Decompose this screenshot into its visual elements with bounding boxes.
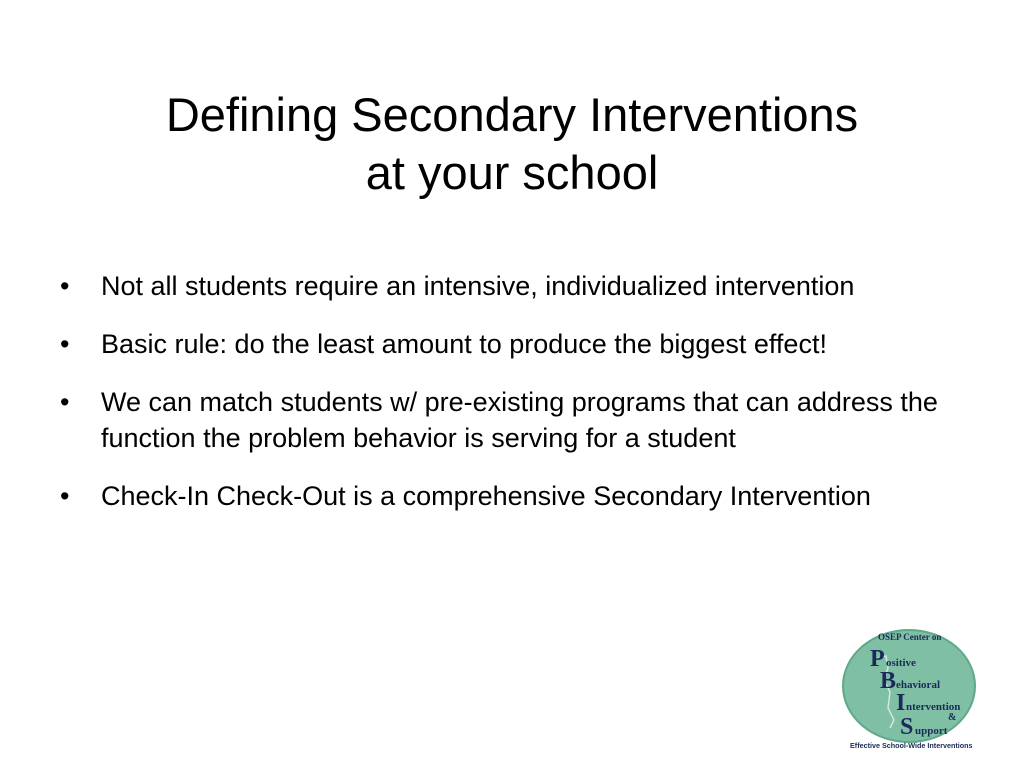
bullet-dot: •	[60, 329, 70, 359]
bullet-item	[60, 478, 980, 514]
slide-title-line-2: at your school	[365, 146, 659, 199]
logo-letter-s: S	[900, 714, 914, 740]
logo-word-support: upport	[915, 725, 948, 737]
bullet-dot: •	[60, 271, 70, 301]
bullet-list	[60, 268, 980, 536]
logo-word-behavioral: ehavioral	[896, 679, 940, 691]
logo-letter-b: B	[880, 668, 897, 694]
bullet-dot: •	[60, 387, 70, 417]
logo-letter-i: I	[896, 690, 906, 716]
logo-letter-p: P	[870, 646, 885, 672]
bullet-item	[60, 384, 980, 456]
pbis-logo	[838, 628, 1008, 752]
bullet-text: Basic rule: do the least amount to produce the biggest effect!	[101, 329, 827, 359]
logo-word-intervention: ntervention	[906, 701, 961, 713]
logo-word-positive: ositive	[886, 657, 916, 669]
logo-ampersand: &	[948, 712, 957, 723]
bullet-item	[60, 268, 980, 304]
slide-title	[40, 86, 984, 202]
logo-tagline: Effective School-Wide Interventions	[850, 741, 973, 750]
bullet-dot: •	[60, 481, 70, 511]
bullet-text: We can match students w/ pre-existing programs that can address the function the problem behavior is serving for a student	[101, 387, 938, 453]
slide-title-line-1: Defining Secondary Interventions	[165, 88, 859, 141]
bullet-text: Check-In Check-Out is a comprehensive Secondary Intervention	[101, 481, 871, 511]
bullet-item	[60, 326, 980, 362]
logo-top-text: OSEP Center on	[878, 632, 942, 642]
bullet-text: Not all students require an intensive, individualized intervention	[101, 271, 855, 301]
